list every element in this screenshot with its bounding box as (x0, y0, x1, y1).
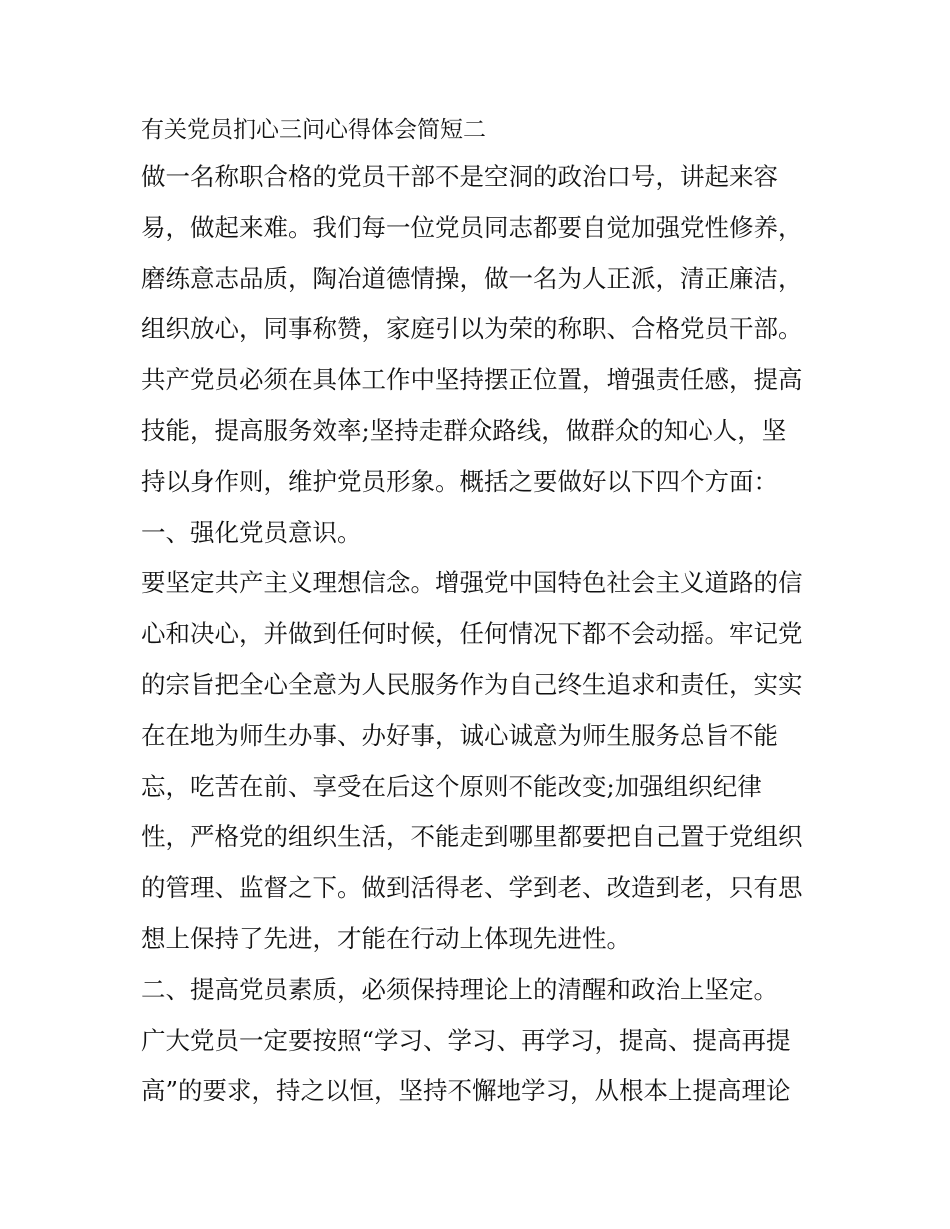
section-heading: 一、强化党员意识。 (141, 517, 362, 547)
paragraph-line: 高”的要求，持之以恒，坚持不懈地学习，从根本上提高理论 (141, 1076, 791, 1106)
paragraph-line: 易，做起来难。我们每一位党员同志都要自觉加强党性修养， (141, 212, 803, 242)
section-heading: 二、提高党员素质，必须保持理论上的清醒和政治上坚定。 (141, 974, 778, 1004)
paragraph-line: 磨练意志品质，陶冶道德情操，做一名为人正派，清正廉洁， (141, 263, 803, 293)
paragraph-line: 性，严格党的组织生活，不能走到哪里都要把自己置于党组织 (141, 822, 803, 852)
paragraph-line: 技能，提高服务效率;坚持走群众路线，做群众的知心人，坚 (141, 415, 787, 445)
paragraph-line: 要坚定共产主义理想信念。增强党中国特色社会主义道路的信 (141, 568, 803, 598)
paragraph-line: 的管理、监督之下。做到活得老、学到老、改造到老，只有思 (141, 873, 803, 903)
paragraph-line: 在在地为师生办事、办好事，诚心诚意为师生服务总旨不能 (141, 720, 778, 750)
paragraph-line: 组织放心，同事称赞，家庭引以为荣的称职、合格党员干部。 (141, 314, 803, 344)
paragraph-line: 持以身作则，维护党员形象。概括之要做好以下四个方面： (141, 466, 778, 496)
document-title: 有关党员扪心三问心得体会简短二 (141, 117, 486, 143)
document-body (141, 108, 821, 1117)
paragraph-line: 的宗旨把全心全意为人民服务作为自己终生追求和责任，实实 (141, 669, 803, 699)
paragraph-line: 共产党员必须在具体工作中坚持摆正位置，增强责任感，提高 (141, 365, 803, 395)
paragraph-line: 心和决心，并做到任何时候，任何情况下都不会动摇。牢记党 (141, 619, 803, 649)
paragraph-line: 忘，吃苦在前、享受在后这个原则不能改变;加强组织纪律 (141, 771, 762, 801)
paragraph-line: 广大党员一定要按照“学习、学习、再学习，提高、提高再提 (141, 1025, 791, 1055)
paragraph-line: 想上保持了先进，才能在行动上体现先进性。 (141, 923, 631, 953)
paragraph-line: 做一名称职合格的党员干部不是空洞的政治口号，讲起来容 (141, 162, 778, 191)
